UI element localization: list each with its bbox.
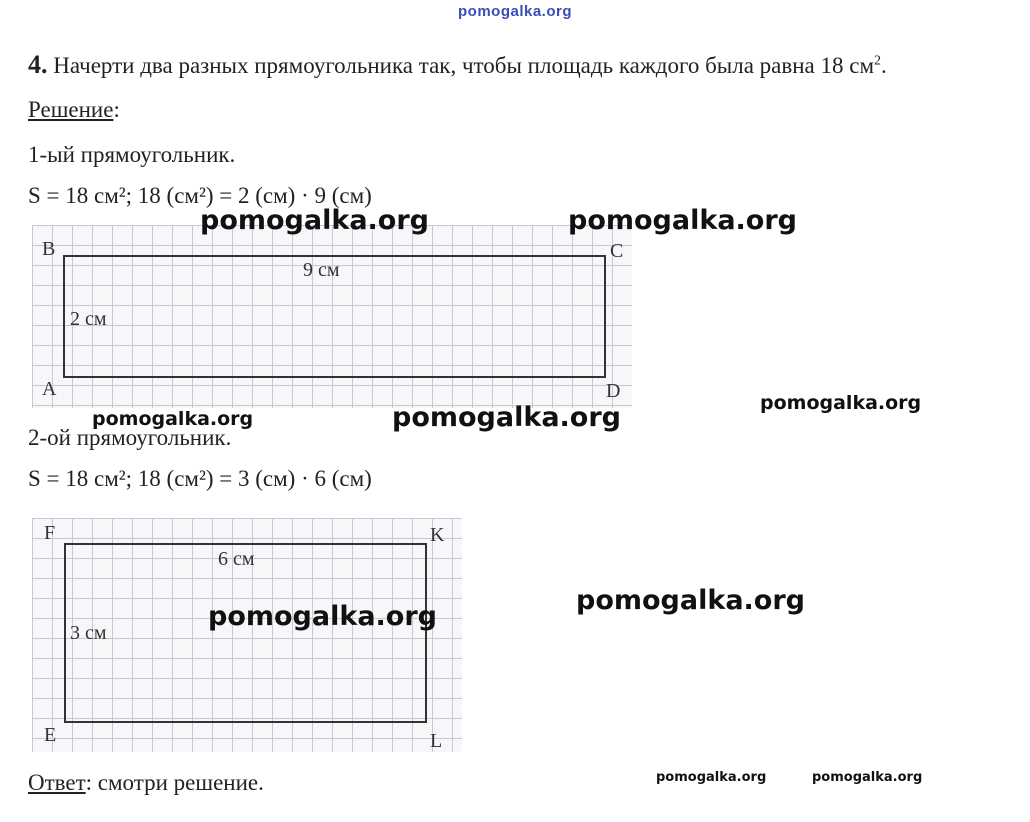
rect1-formula: S = 18 см²; 18 (см²) = 2 (см) · 9 (см) <box>28 183 372 208</box>
answer-line <box>28 770 264 796</box>
rect2-height-label: 3 см <box>70 622 107 644</box>
rect2-corner-e: E <box>44 724 57 746</box>
rect1-width-label: 9 см <box>303 259 340 281</box>
problem-sup: 2 <box>874 53 882 69</box>
watermark-5: pomogalka.org <box>760 392 922 414</box>
watermark-8: pomogalka.org <box>656 770 767 785</box>
rect2-corner-l: L <box>430 730 443 752</box>
rect1-title: 1-ый прямоугольник. <box>28 142 236 167</box>
rect1-corner-c: C <box>610 240 624 262</box>
watermark-2: pomogalka.org <box>568 205 797 236</box>
watermark-6: pomogalka.org <box>208 601 437 632</box>
watermark-3: pomogalka.org <box>92 408 254 430</box>
problem-number: 4. <box>28 50 48 79</box>
watermark-1: pomogalka.org <box>200 205 429 236</box>
watermark-4: pomogalka.org <box>392 402 621 433</box>
rect1-corner-d: D <box>606 380 621 402</box>
watermark-top: pomogalka.org <box>458 3 573 20</box>
answer-text: : смотри решение. <box>85 770 264 795</box>
solution-heading <box>28 97 120 123</box>
problem-statement <box>28 50 887 80</box>
rect2-corner-f: F <box>44 522 56 544</box>
rect1-corner-a: A <box>42 378 57 400</box>
answer-label: Ответ <box>28 770 86 795</box>
rect1-corner-b: B <box>42 238 56 260</box>
watermark-9: pomogalka.org <box>812 770 923 785</box>
rect2-width-label: 6 см <box>218 548 255 570</box>
solution-colon: : <box>113 97 120 122</box>
solution-label: Решение <box>28 97 114 122</box>
watermark-7: pomogalka.org <box>576 585 805 616</box>
problem-text: Начерти два разных прямоугольника так, чтобы площадь каждого была равна 18 см <box>53 53 875 78</box>
rect2-title: 2-ой прямоугольник. <box>28 425 232 450</box>
rect2-corner-k: K <box>430 524 445 546</box>
rect2-formula: S = 18 см²; 18 (см²) = 3 (см) · 6 (см) <box>28 466 372 491</box>
rect1-height-label: 2 см <box>70 308 107 330</box>
problem-end: . <box>881 53 887 78</box>
